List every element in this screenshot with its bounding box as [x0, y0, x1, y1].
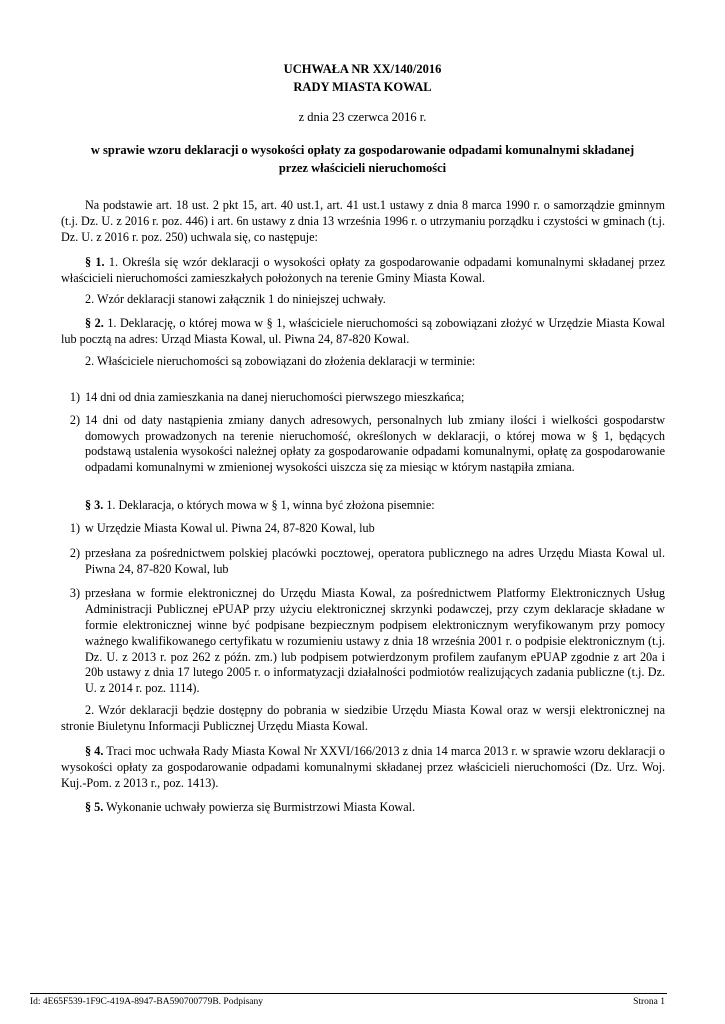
section-4-paragraph — [61, 744, 665, 791]
list-item-number: 2) — [69, 545, 80, 560]
title-line-1: UCHWAŁA NR XX/140/2016 — [283, 62, 442, 76]
footer-document-id: Id: 4E65F539-1F9C-419A-8947-BA590700779B. Podpisany — [30, 997, 264, 1007]
section-5 — [61, 800, 665, 816]
section-1-text-1: 1. Określa się wzór deklaracji o wysokości opłaty za gospodarowanie odpadami komunalnymi składanej przez właścicieli nieruchomości zamieszkałych położonych na terenie Gminy Miasta Kowal. — [61, 255, 665, 285]
section-3-paragraph-2: 2. Wzór deklaracji będzie dostępny do pobrania w siedzibie Urzędu Miasta Kowal oraz w wersji elektronicznej na stronie Biuletynu Informacji Publicznej Urzędu Miasta Kowal. — [61, 703, 665, 733]
resolution-title — [30, 60, 695, 96]
section-1-paragraph-2: 2. Wzór deklaracji stanowi załącznik 1 do niniejszej uchwały. — [85, 291, 386, 306]
list-item-number: 1) — [69, 521, 80, 535]
section-4 — [61, 744, 665, 791]
list-item-number: 1) — [69, 390, 80, 404]
resolution-date: z dnia 23 czerwca 2016 r. — [298, 110, 427, 124]
list-item-number: 3) — [69, 586, 80, 601]
list-item-number: 2) — [69, 412, 80, 427]
section-3-closing — [61, 703, 665, 735]
footer-divider — [30, 993, 667, 994]
section-4-mark: § 4. — [85, 744, 104, 758]
section-3-paragraph-1 — [61, 498, 665, 514]
list-item-text: 14 dni od daty nastąpienia zmiany danych adresowych, personalnych lub zmiany ilości i wielkości gospodarstw domowych prowadzonych na terenie nieruchomość, określonych w deklaracji, o której mowa w § 1, będących podstawą ustalenia wysokości należnej opłaty za gospodarowanie odpadami komunalnymi, opłatę za gospodarowanie odpadami komunalnymi w zmienionej wysokości uiszcza się za miesiąc w którym nastąpiła zmiana. — [85, 412, 665, 475]
section-5-paragraph — [61, 800, 665, 816]
footer-page-number: Strona 1 — [633, 997, 665, 1007]
section-2-list — [69, 390, 665, 476]
subject-line-1: w sprawie wzoru deklaracji o wysokości opłaty za gospodarowanie odpadami komunalnymi składanej — [90, 143, 635, 157]
section-1 — [61, 255, 665, 307]
section-3 — [61, 498, 665, 514]
section-5-text: Wykonanie uchwały powierza się Burmistrzowi Miasta Kowal. — [106, 800, 416, 814]
list-item-text: przesłana za pośrednictwem polskiej placówki pocztowej, operatora publicznego na adres Urzędu Miasta Kowal ul. Piwna 24, 87-820 Kowal, lub — [85, 545, 665, 576]
preamble-block — [61, 198, 665, 245]
list-item — [69, 545, 665, 578]
list-item-text: w Urzędzie Miasta Kowal ul. Piwna 24, 87-820 Kowal, lub — [85, 521, 375, 535]
list-item-text: 14 dni od dnia zamieszkania na danej nieruchomości pierwszego mieszkańca; — [85, 390, 465, 404]
section-1-mark: § 1. — [85, 255, 105, 269]
list-item-text: przesłana w formie elektronicznej do Urzędu Miasta Kowal, za pośrednictwem Platformy Elektronicznych Usług Administracji Publicznej ePUAP przy użyciu elektronicznej skrzynki podawczej, przy czym deklaracje składane w formie elektronicznej winne być podpisane bezpiecznym podpisem elektronicznym weryfikowanym przy pomocy ważnego kwalifikowanego certyfikatu w rozumieniu ustawy z dnia 18 września 2001 r. o podpisie elektronicznym (t.j. Dz. U. z 2013 r. poz 262 z późn. zm.) lub podpisem potwierdzonym profilem zaufanym ePUAP zgodnie z art 20a i 20b ustawy z dnia 17 lutego 2005 r. o informatyzacji działalności podmiotów realizujących zadania publiczne (t.j. Dz. U. z 2014 r. poz. 1114). — [85, 586, 665, 696]
list-item — [69, 521, 665, 537]
list-item — [69, 390, 665, 406]
section-3-mark: § 3. — [85, 498, 104, 512]
list-item — [69, 412, 665, 476]
title-line-2: RADY MIASTA KOWAL — [293, 80, 432, 94]
list-item — [69, 586, 665, 697]
section-2-paragraph-1 — [61, 316, 665, 348]
section-3-text-1: 1. Deklaracja, o których mowa w § 1, winna być złożona pisemnie: — [106, 498, 435, 512]
section-2 — [61, 316, 665, 369]
preamble: Na podstawie art. 18 ust. 2 pkt 15, art. 40 ust.1, art. 41 ust.1 ustawy z dnia 8 marca 1990 r. o samorządzie gminnym (t.j. Dz. U. z 2016 r. poz. 446) i art. 6n ustawy z dnia 13 września 1996 r. o utrzymaniu porządku i czystości w gminach (t.j. Dz. U. z 2016 r. poz. 250) uchwala się, co następuje: — [61, 198, 665, 244]
section-3-list — [69, 521, 665, 697]
subject-line-2: przez właścicieli nieruchomości — [278, 161, 447, 175]
section-2-mark: § 2. — [85, 316, 104, 330]
section-1-paragraph-1 — [61, 255, 665, 287]
section-2-paragraph-2: 2. Właściciele nieruchomości są zobowiązani do złożenia deklaracji w terminie: — [85, 353, 476, 368]
resolution-subject — [30, 141, 695, 177]
section-4-text: Traci moc uchwała Rady Miasta Kowal Nr XXVI/166/2013 z dnia 14 marca 2013 r. w sprawie wzoru deklaracji o wysokości opłaty za gospodarowanie odpadami komunalnymi składanej przez właścicieli nieruchomości (Dz. Urz. Woj. Kuj.-Pom. z 2013 r., poz. 1413). — [61, 744, 666, 790]
section-2-text-1: 1. Deklarację, o której mowa w § 1, właściciele nieruchomości są zobowiązani złożyć w Urzędzie Miasta Kowal lub pocztą na adres: Urząd Miasta Kowal, ul. Piwna 24, 87-820 Kowal. — [61, 316, 666, 346]
section-5-mark: § 5. — [85, 800, 104, 814]
